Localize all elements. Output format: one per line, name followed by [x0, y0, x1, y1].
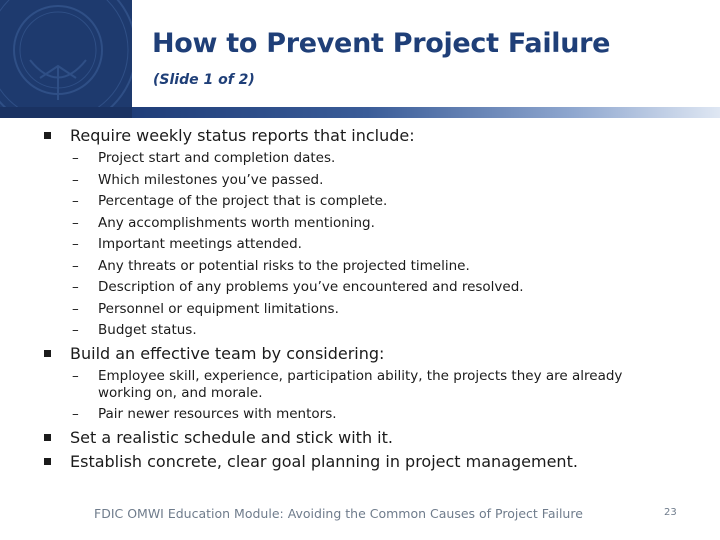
sub-bullet-item	[44, 172, 674, 189]
sub-bullet-item	[44, 150, 674, 167]
sub-bullet-text: Pair newer resources with mentors.	[98, 406, 337, 422]
sub-bullet-item	[44, 406, 674, 423]
dash-icon: –	[72, 279, 79, 295]
slide-title: How to Prevent Project Failure	[152, 28, 611, 59]
sub-bullet-text: Any threats or potential risks to the projected timeline.	[98, 257, 470, 274]
sub-bullet-item	[44, 236, 674, 253]
sub-bullet-text: Which milestones you’ve passed.	[98, 171, 324, 188]
square-bullet-icon	[44, 350, 51, 357]
sub-bullet-list	[44, 150, 674, 339]
sub-bullet-text: Project start and completion dates.	[98, 150, 336, 166]
sub-bullet-text: Percentage of the project that is complete.	[98, 193, 388, 209]
seal-icon	[0, 0, 132, 107]
dash-icon: –	[72, 214, 79, 231]
bullet-text: Establish concrete, clear goal planning in project management.	[70, 451, 578, 471]
dash-icon: –	[72, 171, 79, 188]
sub-bullet-text: Budget status.	[98, 322, 197, 338]
sub-bullet-text: Personnel or equipment limitations.	[98, 300, 339, 317]
sub-bullet-item	[44, 279, 674, 296]
dash-icon: –	[72, 236, 79, 252]
sub-bullet-item	[44, 301, 674, 318]
dash-icon: –	[72, 406, 79, 422]
bullet-item	[44, 344, 674, 364]
square-bullet-icon	[44, 458, 51, 465]
bullet-item	[44, 452, 674, 472]
sub-bullet-list	[44, 368, 674, 424]
bullet-content	[44, 126, 674, 476]
page-number: 23	[664, 507, 677, 518]
sub-bullet-text: Employee skill, experience, participation ability, the projects they are already working on, and morale.	[98, 367, 623, 401]
sub-bullet-item	[44, 368, 674, 402]
sub-bullet-item	[44, 193, 674, 210]
square-bullet-icon	[44, 434, 51, 441]
dash-icon: –	[72, 367, 79, 384]
sub-bullet-item	[44, 258, 674, 275]
bullet-text: Require weekly status reports that include:	[70, 126, 415, 145]
sub-bullet-item	[44, 322, 674, 339]
bullet-text: Build an effective team by considering:	[70, 343, 385, 363]
slide-subtitle: (Slide 1 of 2)	[153, 72, 255, 88]
header-band	[132, 107, 720, 118]
square-bullet-icon	[44, 132, 51, 139]
sub-bullet-text: Important meetings attended.	[98, 236, 302, 252]
fdic-seal-logo	[0, 0, 132, 107]
dash-icon: –	[72, 150, 79, 166]
sub-bullet-text: Any accomplishments worth mentioning.	[98, 214, 375, 231]
dash-icon: –	[72, 300, 79, 317]
header-band-left	[0, 107, 132, 118]
dash-icon: –	[72, 193, 79, 209]
bullet-item	[44, 428, 674, 448]
sub-bullet-text: Description of any problems you’ve encountered and resolved.	[98, 279, 524, 295]
dash-icon: –	[72, 257, 79, 274]
bullet-item	[44, 126, 674, 146]
dash-icon: –	[72, 322, 79, 338]
slide-footer: FDIC OMWI Education Module: Avoiding the Common Causes of Project Failure	[94, 506, 583, 521]
sub-bullet-item	[44, 215, 674, 232]
bullet-text: Set a realistic schedule and stick with it.	[70, 427, 393, 447]
